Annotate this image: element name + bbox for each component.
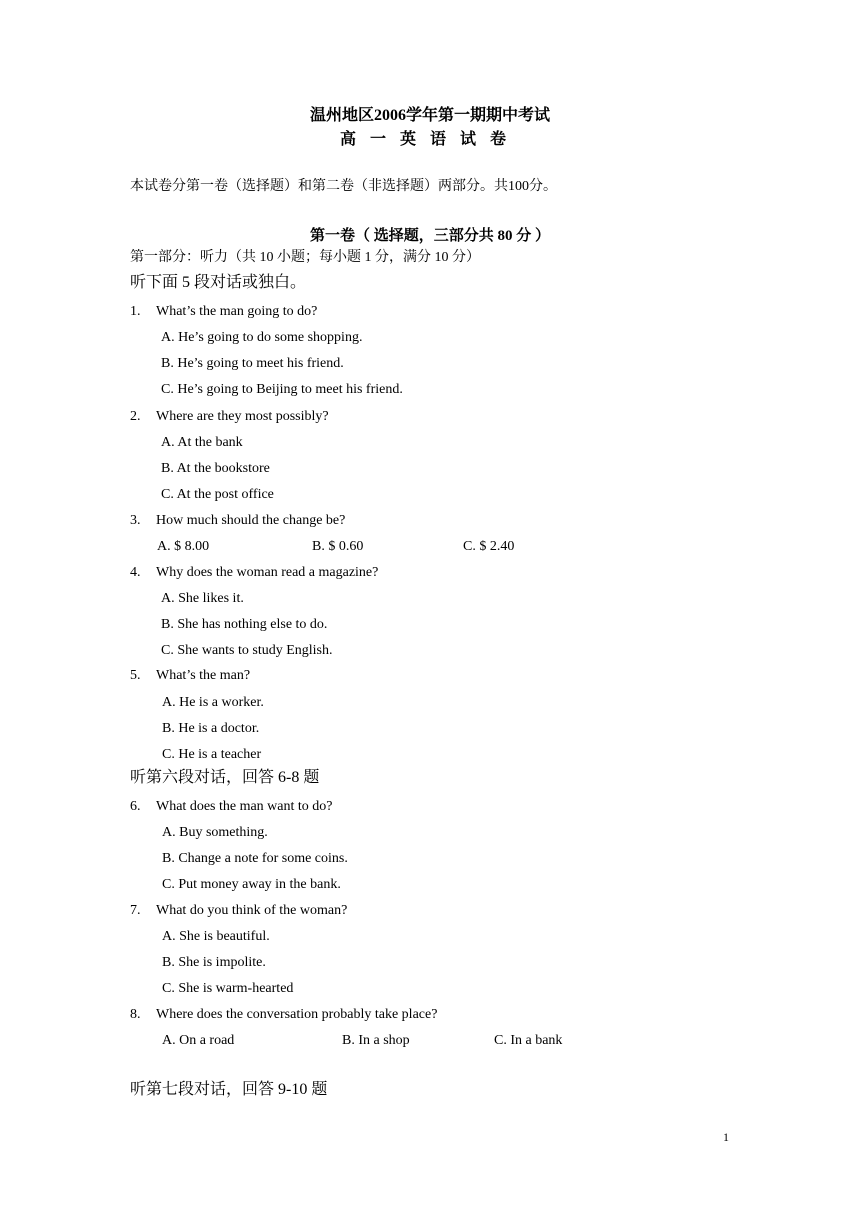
question-text: Where are they most possibly? [156, 409, 329, 424]
question-number: 2. [130, 409, 141, 424]
answer-option: C. She is warm-hearted [162, 981, 294, 996]
answer-option: A. $ 8.00 [157, 539, 210, 554]
answer-option: B. She is impolite. [162, 955, 266, 970]
answer-option: C. She wants to study English. [161, 643, 333, 658]
instruction-1: 听下面 5 段对话或独白。 [130, 274, 307, 291]
question-text: What does the man want to do? [156, 799, 333, 814]
answer-option: A. She likes it. [161, 591, 244, 606]
question-number: 1. [130, 304, 141, 319]
answer-option: A. On a road [162, 1033, 235, 1048]
instruction-2: 听第六段对话，回答 6-8 题 [130, 769, 320, 786]
answer-option: A. He’s going to do some shopping. [161, 330, 363, 345]
answer-option: C. He is a teacher [162, 747, 262, 762]
answer-option: B. At the bookstore [161, 461, 270, 476]
answer-option: B. He is a doctor. [162, 721, 260, 736]
question-number: 3. [130, 513, 141, 528]
question-number: 7. [130, 903, 141, 918]
question-number: 4. [130, 565, 141, 580]
answer-option: A. At the bank [161, 435, 243, 450]
answer-option: B. Change a note for some coins. [162, 851, 348, 866]
exam-intro: 本试卷分第一卷（选择题）和第二卷（非选择题）两部分。共100分。 [130, 179, 557, 194]
question-number: 6. [130, 799, 141, 814]
answer-option: C. He’s going to Beijing to meet his friend. [161, 382, 403, 397]
part1-subheading: 第一部分：听力（共 10 小题；每小题 1 分，满分 10 分） [130, 250, 480, 265]
exam-subtitle: 高一英语试卷 [339, 131, 520, 148]
page-number: 1 [723, 1130, 729, 1144]
answer-option: B. She has nothing else to do. [161, 617, 328, 632]
answer-option: A. Buy something. [162, 825, 268, 840]
answer-option: A. He is a worker. [162, 695, 264, 710]
question-text: What do you think of the woman? [156, 903, 348, 918]
answer-option: B. $ 0.60 [312, 539, 364, 554]
part1-heading: 第一卷（ 选择题，三部分共 80 分 ） [309, 228, 550, 244]
answer-option: C. At the post office [161, 487, 274, 502]
answer-option: B. He’s going to meet his friend. [161, 356, 344, 371]
question-text: How much should the change be? [156, 513, 346, 528]
question-number: 5. [130, 668, 141, 683]
exam-title: 温州地区2006学年第一期期中考试 [309, 107, 550, 124]
question-text: What’s the man going to do? [156, 304, 318, 319]
answer-option: C. Put money away in the bank. [162, 877, 341, 892]
question-number: 8. [130, 1007, 141, 1022]
answer-option: C. In a bank [494, 1033, 563, 1048]
answer-option: B. In a shop [342, 1033, 410, 1048]
answer-option: A. She is beautiful. [162, 929, 270, 944]
question-text: Where does the conversation probably take place? [156, 1007, 438, 1022]
instruction-3: 听第七段对话，回答 9-10 题 [130, 1081, 328, 1098]
question-text: Why does the woman read a magazine? [156, 565, 379, 580]
answer-option: C. $ 2.40 [463, 539, 515, 554]
question-text: What’s the man? [156, 668, 251, 683]
